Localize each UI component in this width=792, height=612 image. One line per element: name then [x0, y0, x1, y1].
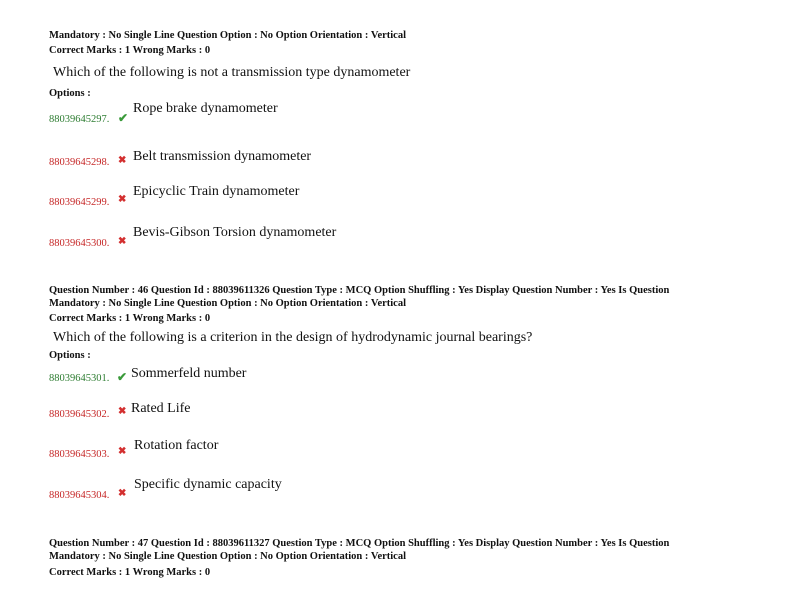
question-meta-line: Mandatory : No Single Line Question Option : No Option Orientation : Vertical — [49, 30, 407, 41]
option-text: Specific dynamic capacity — [134, 477, 282, 492]
options-label: Options : — [49, 350, 91, 361]
options-label: Options : — [49, 88, 91, 99]
question-text: Which of the following is not a transmission type dynamometer — [53, 65, 411, 80]
option-id: 88039645301. — [49, 373, 110, 384]
marks-line: Correct Marks : 1 Wrong Marks : 0 — [49, 567, 211, 578]
option-text: Rotation factor — [134, 438, 219, 453]
marks-line: Correct Marks : 1 Wrong Marks : 0 — [49, 313, 211, 324]
option-text: Epicyclic Train dynamometer — [133, 184, 300, 199]
question-header: Question Number : 46 Question Id : 88039611326 Question Type : MCQ Option Shuffling : Yes Display Question Number : Yes Is Question — [49, 285, 670, 296]
question-meta-line: Mandatory : No Single Line Question Option : No Option Orientation : Vertical — [49, 551, 407, 562]
option-id: 88039645299. — [49, 197, 110, 208]
option-text: Sommerfeld number — [131, 366, 247, 381]
cross-icon: ✖ — [118, 236, 127, 247]
cross-icon: ✖ — [118, 446, 127, 457]
question-meta-line: Mandatory : No Single Line Question Option : No Option Orientation : Vertical — [49, 298, 407, 309]
option-text: Rope brake dynamometer — [133, 101, 278, 116]
option-text: Bevis-Gibson Torsion dynamometer — [133, 225, 337, 240]
option-id: 88039645302. — [49, 409, 110, 420]
option-text: Belt transmission dynamometer — [133, 149, 312, 164]
question-text: Which of the following is a criterion in the design of hydrodynamic journal bearings? — [53, 330, 533, 345]
cross-icon: ✖ — [118, 488, 127, 499]
option-id: 88039645297. — [49, 114, 110, 125]
option-id: 88039645300. — [49, 238, 110, 249]
cross-icon: ✖ — [118, 194, 127, 205]
option-text: Rated Life — [131, 401, 191, 416]
marks-line: Correct Marks : 1 Wrong Marks : 0 — [49, 45, 211, 56]
question-header: Question Number : 47 Question Id : 88039611327 Question Type : MCQ Option Shuffling : Yes Display Question Number : Yes Is Question — [49, 538, 670, 549]
option-id: 88039645298. — [49, 157, 110, 168]
checkmark-icon: ✔ — [118, 111, 129, 125]
option-id: 88039645304. — [49, 490, 110, 501]
cross-icon: ✖ — [118, 155, 127, 166]
checkmark-icon: ✔ — [117, 370, 128, 384]
option-id: 88039645303. — [49, 449, 110, 460]
cross-icon: ✖ — [118, 406, 127, 417]
